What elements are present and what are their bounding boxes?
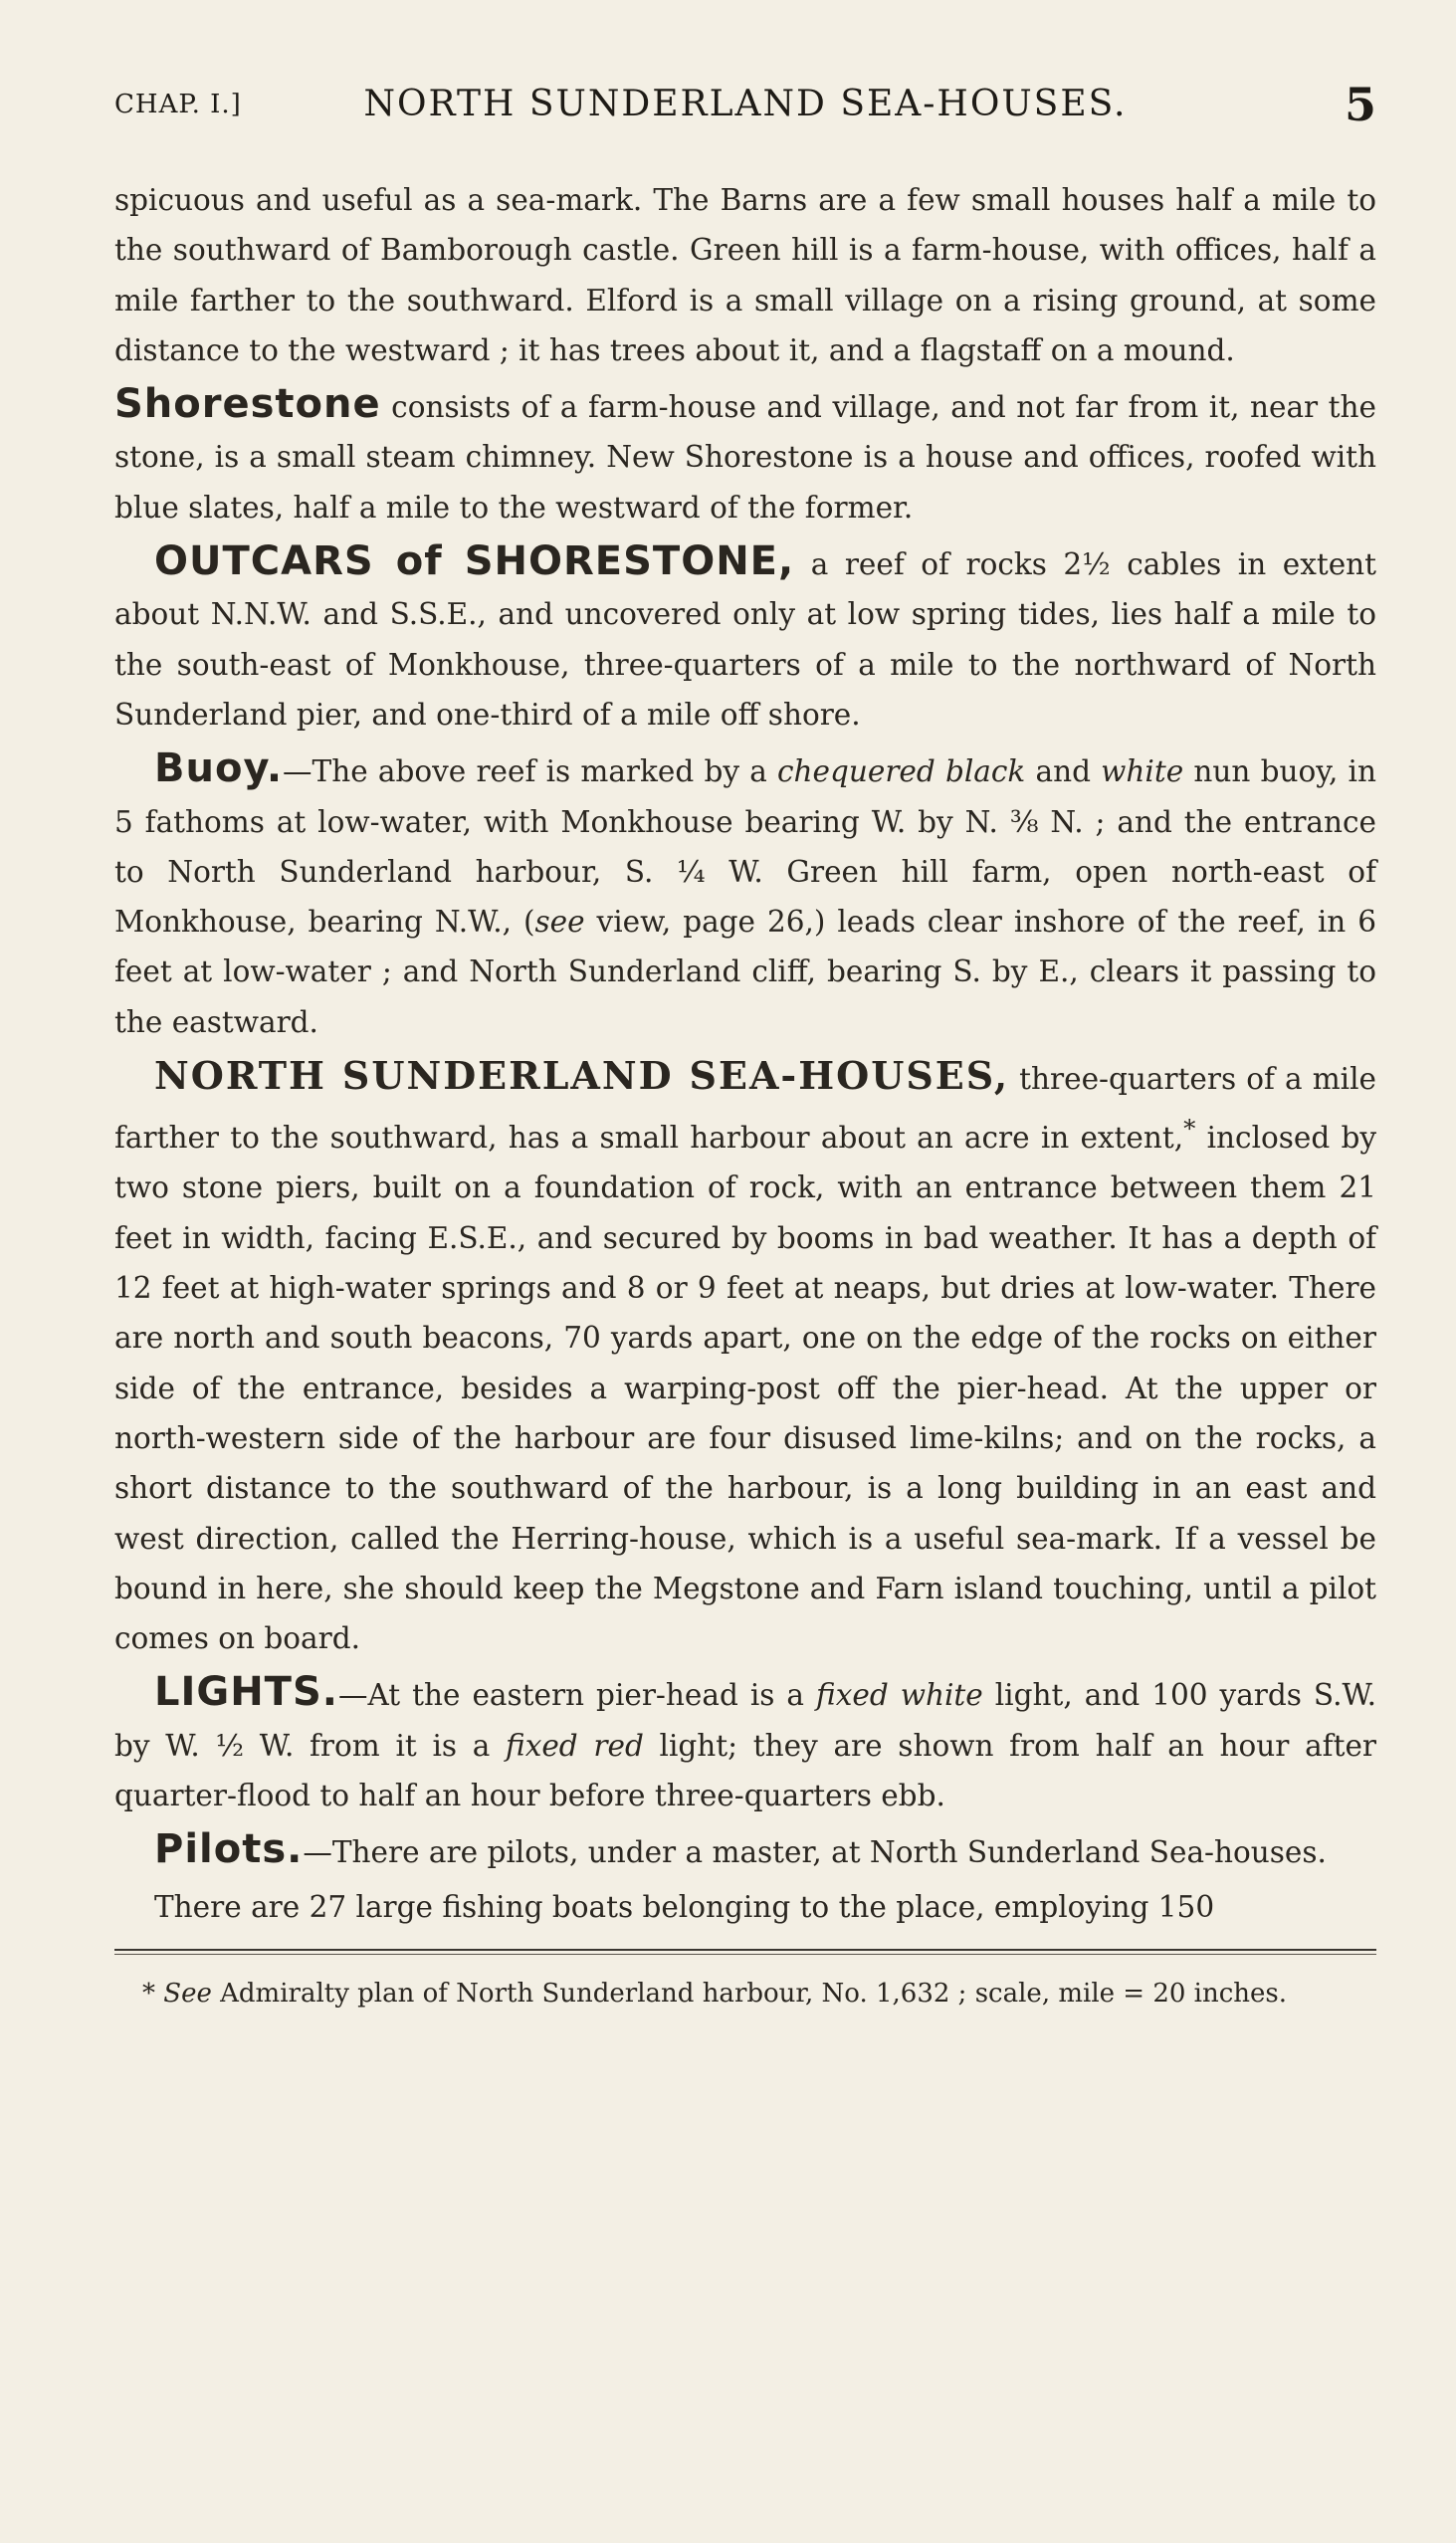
outcars-text: a reef of rocks 2½ cables in extent about N.N.W. and S.S.E., and uncovered only at low spring tides, lies half a mile to the south-east of Monkhouse, three-quarters of a mile to the northward of North Sunderland pier, and one-third of a mile off shore. [114, 547, 1377, 732]
page-number: 5 [1344, 78, 1376, 131]
paragraph-pilots [114, 1824, 1376, 1877]
sea-houses-heading: NORTH SUNDERLAND SEA-HOUSES, [154, 1053, 1010, 1099]
footnote-mark: * [142, 1978, 164, 2009]
paragraph-boats [114, 1882, 1376, 1932]
chapter-label: CHAP. I.] [114, 90, 242, 119]
buoy-text-1: —The above reef is marked by a [283, 754, 777, 789]
running-title: NORTH SUNDERLAND SEA-HOUSES. [363, 84, 1128, 124]
footnote-rule [114, 1946, 1376, 1958]
lights-heading: LIGHTS. [154, 1669, 338, 1716]
buoy-text-2: and [1025, 754, 1102, 789]
footnote-reference: * [1183, 1114, 1196, 1144]
buoy-text-4: view, page 26,) leads clear inshore of the reef, in 6 feet at low-water ; and North Sunderland cliff, bearing S. by E., clears it passing to the eastward. [114, 905, 1376, 1039]
pilots-heading: Pilots. [154, 1826, 304, 1873]
body-text [114, 175, 1376, 1932]
buoy-italic-see: see [534, 905, 585, 940]
sea-houses-text-1: three-quarters of a mile farther to the southward, has a small harbour about an acre in extent, [114, 1062, 1376, 1156]
paragraph-outcars [114, 536, 1376, 740]
lights-text-2: light, and 100 yards S.W. by W. ½ W. from it is a [114, 1678, 1376, 1763]
shorestone-heading: Shorestone [114, 381, 381, 428]
lights-text-1: —At the eastern pier-head is a [337, 1678, 817, 1713]
footnote [114, 1972, 1376, 2015]
paragraph-lights [114, 1667, 1376, 1820]
paragraph-barns-text: spicuous and useful as a sea-mark. The Barns are a few small houses half a mile to the southward of Bamborough castle. Green hill is a farm-house, with offices, half a mile farther to the southward. Elford is a small village on a rising ground, at some distance to the westward ; it has trees about it, and a flagstaff on a mound. [114, 183, 1376, 367]
buoy-italic-white: white [1101, 754, 1184, 789]
boats-text: There are 27 large fishing boats belonging to the place, employing 150 [154, 1889, 1215, 1924]
running-head [114, 80, 1376, 149]
paragraph-buoy [114, 743, 1376, 1047]
footnote-text: Admiralty plan of North Sunderland harbour, No. 1,632 ; scale, mile = 20 inches. [211, 1978, 1288, 2009]
lights-italic-fixed-red: fixed red [506, 1728, 644, 1763]
paragraph-sea-houses [114, 1051, 1376, 1663]
paragraph-barns [114, 175, 1376, 375]
lights-text-3: light; they are shown from half an hour after quarter-flood to half an hour before three-quarters ebb. [114, 1728, 1377, 1813]
sea-houses-text-2: inclosed by two stone piers, built on a foundation of rock, with an entrance between them 21 feet in width, facing E.S.E., and secured by booms in bad weather. It has a depth of 12 feet at high-water springs and 8 or 9 feet at neaps, but dries at low-water. There are north and south beacons, 70 yards apart, one on the edge of the rocks on either side of the entrance, besides a warping-post off the pier-head. At the upper or north-western side of the harbour are four disused lime-kilns; and on the rocks, a short distance to the southward of the harbour, is a long building in an east and west direction, called the Herring-house, which is a useful sea-mark. If a vessel be bound in here, she should keep the Megstone and Farn island touching, until a pilot comes on board. [114, 1121, 1376, 1656]
shorestone-text: consists of a farm-house and village, and not far from it, near the stone, is a small steam chimney. New Shorestone is a house and offices, roofed with blue slates, half a mile to the westward of the former. [114, 390, 1376, 525]
outcars-heading: OUTCARS of SHORESTONE, [154, 538, 795, 585]
lights-italic-fixed-white: fixed white [816, 1678, 983, 1713]
pilots-text: —There are pilots, under a master, at North Sunderland Sea-houses. [303, 1835, 1327, 1870]
buoy-text-3: nun buoy, in 5 fathoms at low-water, with Monkhouse bearing W. by N. ⅜ N. ; and the entrance to North Sunderland harbour, S. ¼ W. Green hill farm, open north-east of Monkhouse, bearing N.W., ( [114, 754, 1376, 940]
buoy-italic-chequered: chequered black [777, 754, 1026, 789]
footnote-see: See [163, 1978, 212, 2009]
buoy-heading: Buoy. [154, 745, 284, 792]
page [114, 80, 1376, 2015]
paragraph-shorestone [114, 379, 1376, 532]
